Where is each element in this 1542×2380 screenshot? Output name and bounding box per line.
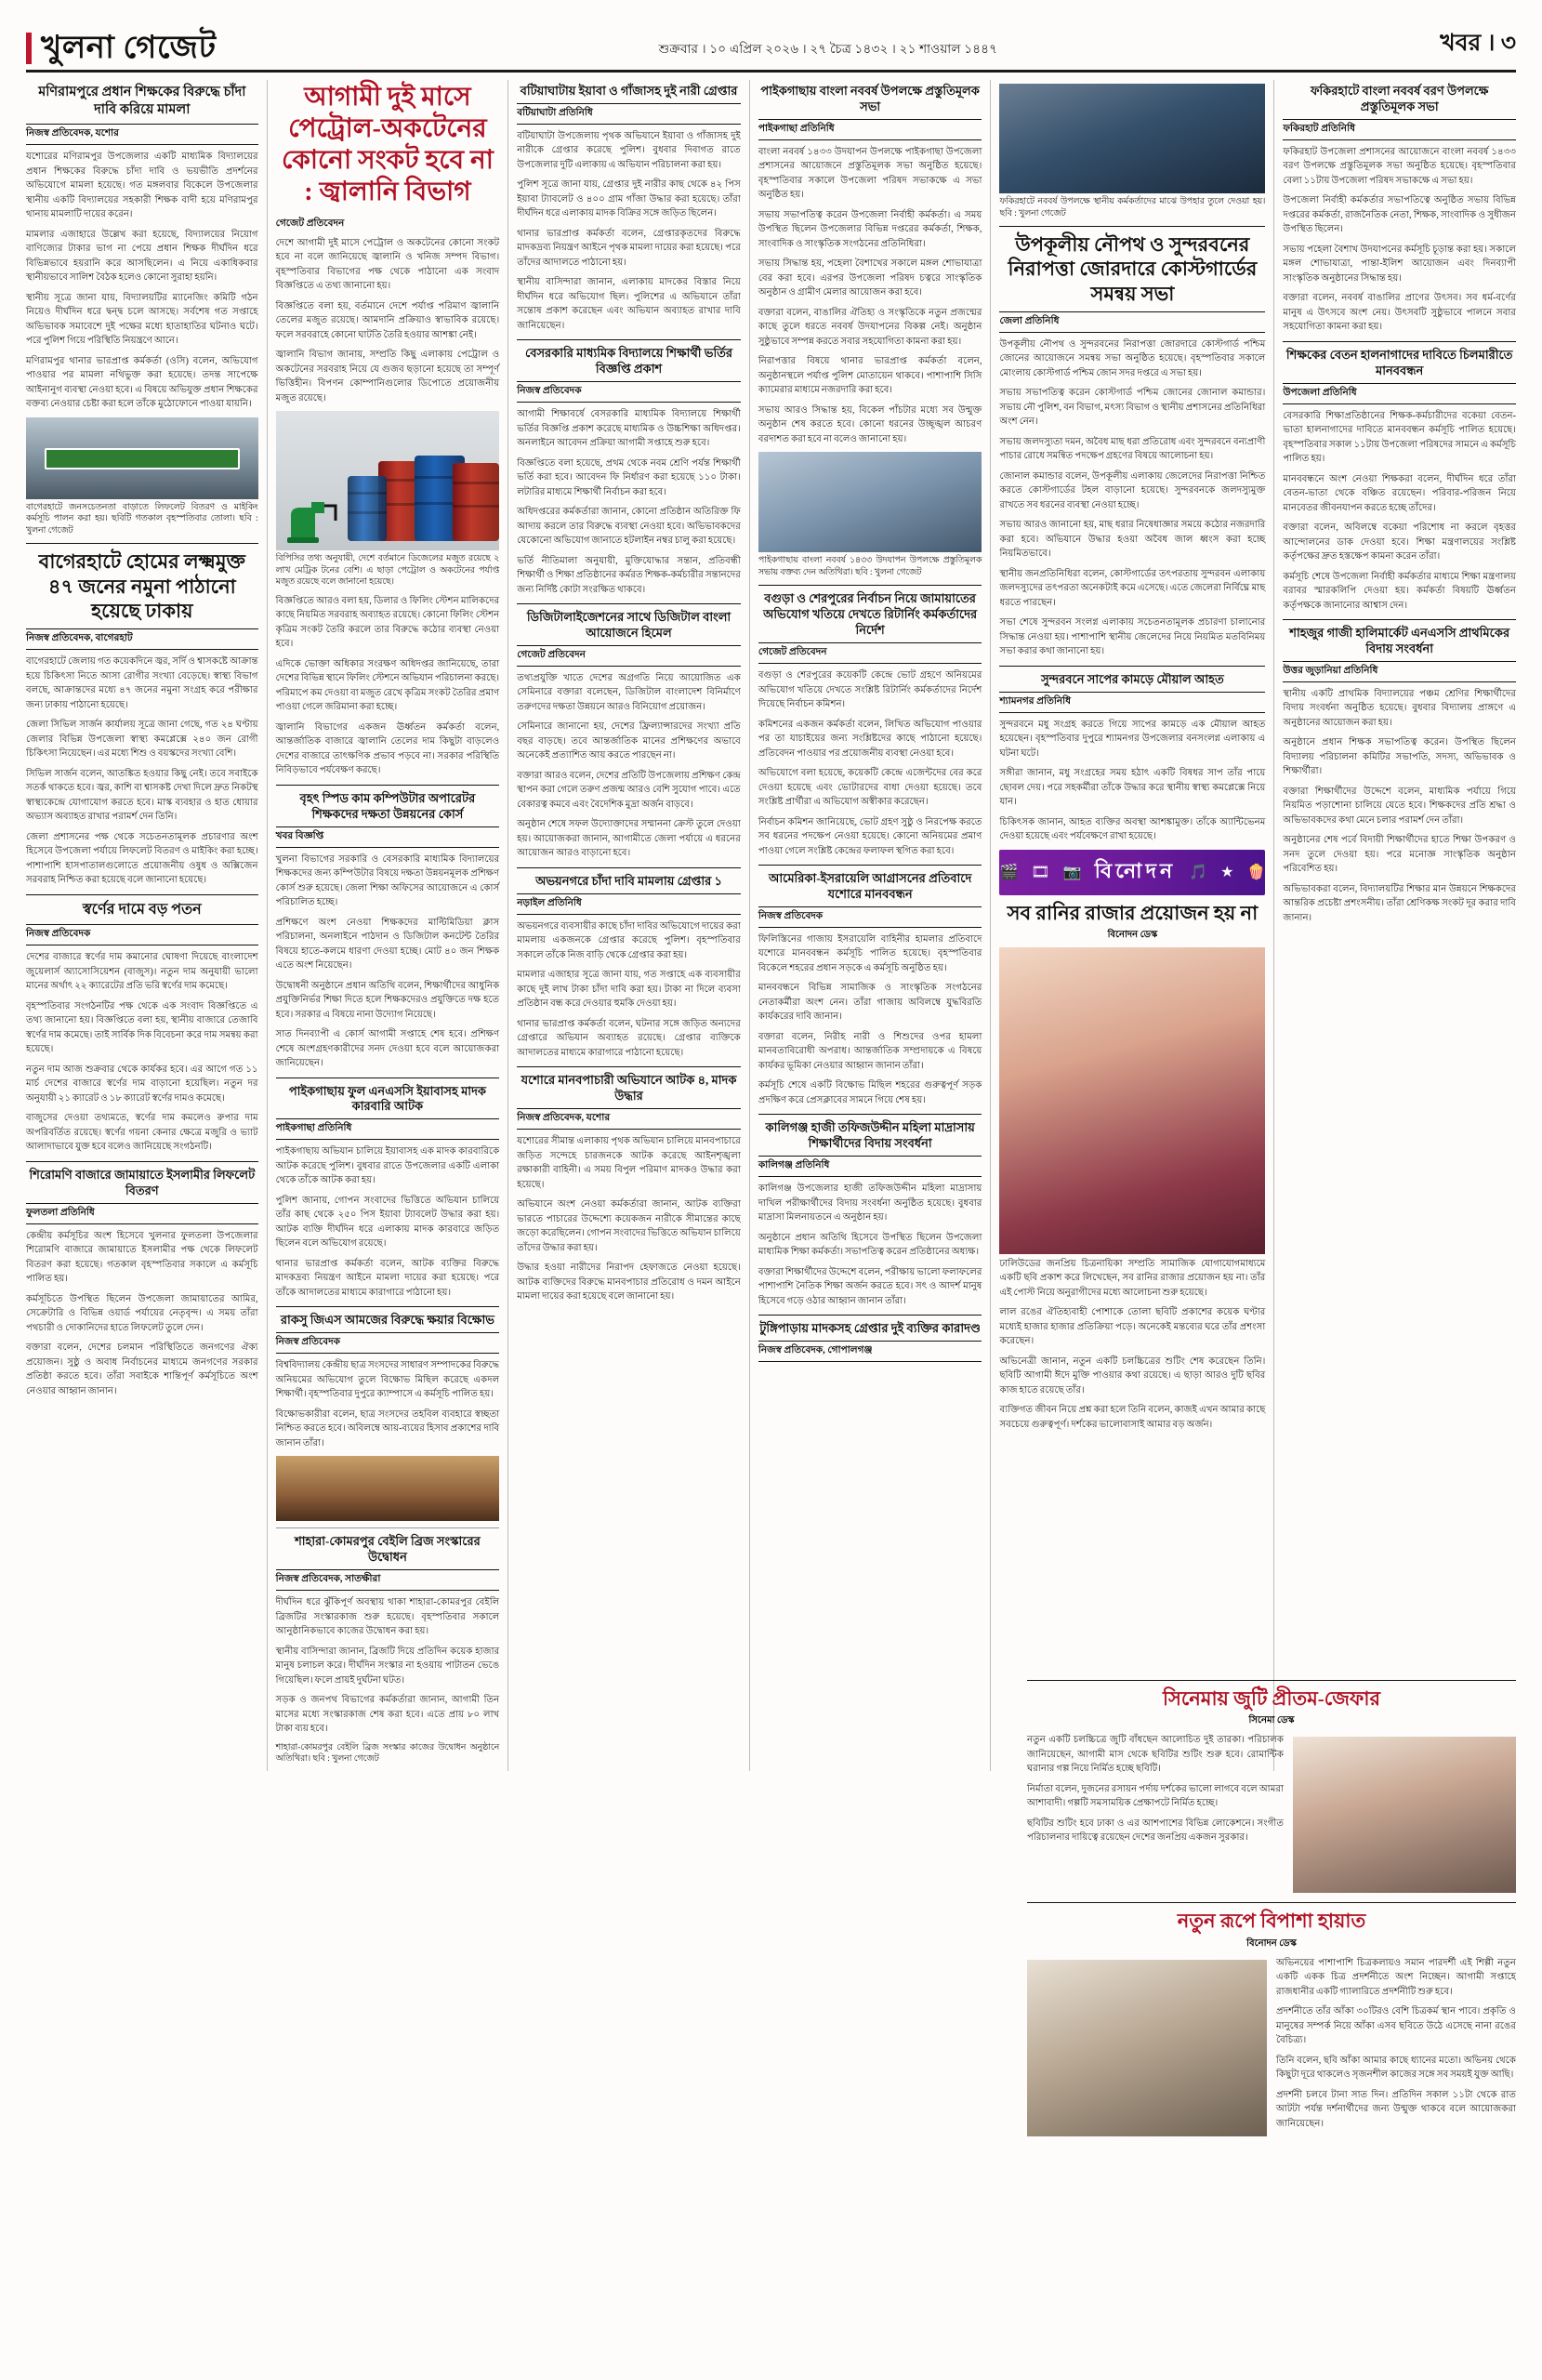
article-paragraph: সুন্দরবনে মধু সংগ্রহ করতে গিয়ে সাপের কামড়ে এক মৌয়াল আহত হয়েছেন। বৃহস্পতিবার দুপুরে শ্যামনগর উপজেলার বনসংলগ্ন এলাকায় এ ঘটনা ঘটে। xyxy=(999,719,1266,759)
entertainment-headline[interactable]: সিনেমায় জুটি প্রীতম-জেফার xyxy=(1162,1687,1381,1710)
article-paragraph: দেশের বাজারে স্বর্ণের দাম কমানোর ঘোষণা দিয়েছে বাংলাদেশ জুয়েলার্স অ্যাসোসিয়েশন (বাজুস)। নতুন দাম অনুযায়ী ভালো মানের অর্থাৎ ২২ ক্যারেটের প্রতি ভরি স্বর্ণের দাম কমেছে। xyxy=(26,952,258,992)
article-headline[interactable]: ফকিরহাটে বাংলা নববর্ষ বরণ উপলক্ষে প্রস্তুতিমূলক সভা xyxy=(1310,84,1489,113)
article-headline[interactable]: সুন্দরবনে সাপের কামড়ে মৌয়াল আহত xyxy=(1041,671,1224,686)
article-paragraph: সিভিল সার্জন বলেন, আতঙ্কিত হওয়ার কিছু নেই। তবে সবাইকে সতর্ক থাকতে হবে। জ্বর, কাশি বা শ্বাসকষ্ট দেখা দিলে দ্রুত নিকটস্থ স্বাস্থ্যকেন্দ্রে যোগাযোগ করতে হবে। মাস্ক ব্যবহার ও হাত ধোয়ার অভ্যাস অব্যাহত রাখার পরামর্শ দেন তিনি। xyxy=(26,768,258,823)
article-paragraph: খুলনা বিভাগের সরকারি ও বেসরকারি মাধ্যমিক বিদ্যালয়ের শিক্ষকদের জন্য কম্পিউটার বিষয়ে দক্ষতা উন্নয়নমূলক প্রশিক্ষণ কোর্স শুরু হয়েছে। জেলা শিক্ষা অফিসের আয়োজনে এ কোর্স পরিচালিত হচ্ছে। xyxy=(275,853,500,908)
article-byline: বিনোদন ডেস্ক xyxy=(1107,929,1158,940)
article-byline: শ্যামনগর প্রতিনিধি xyxy=(999,692,1265,713)
article-byline: ফকিরহাট প্রতিনিধি xyxy=(1283,119,1516,140)
article-byline: গেজেট প্রতিবেদন xyxy=(517,645,741,667)
article-paragraph: কেন্দ্রীয় কর্মসূচির অংশ হিসেবে খুলনার ফুলতলা উপজেলার শিরোমণি বাজারে জামায়াতে ইসলামীর পক্ষ থেকে লিফলেট বিতরণ করা হয়েছে। গতকাল বৃহস্পতিবার সকালে এ কর্মসূচি পালিত হয়। xyxy=(26,1230,258,1285)
column-1 xyxy=(26,80,268,1771)
music-note-icon: 🎵 xyxy=(1189,865,1208,881)
article-paragraph: মামলার এজাহারে উল্লেখ করা হয়েছে, বিদ্যালয়ের নিয়োগ বাণিজ্যের টাকার ভাগ না পেয়ে প্রধান শিক্ষক দীর্ঘদিন ধরে বিভিন্নভাবে হয়রানি করে আসছিলেন। এ নিয়ে একাধিকবার স্থানীয়ভাবে সালিশ বৈঠক হলেও কোনো সুরাহা হয়নি। xyxy=(26,229,258,284)
film-reel-icon: 🎬 xyxy=(999,865,1019,881)
oil-drum xyxy=(348,476,387,541)
article-byline: নিজস্ব প্রতিবেদক xyxy=(276,1332,500,1354)
article-paragraph: বক্তারা আরও বলেন, দেশের প্রতিটি উপজেলায় প্রশিক্ষণ কেন্দ্র স্থাপন করা গেলে তরুণ প্রজন্ম আরও বেশি সুযোগ পাবে। এতে বেকারত্ব কমবে এবং বৈদেশিক মুদ্রা অর্জন বাড়বে। xyxy=(517,770,741,810)
article-paragraph: বাগেরহাটে জেলায় গত কয়েকদিনে জ্বর, সর্দি ও শ্বাসকষ্টে আক্রান্ত হয়ে চিকিৎসা নিতে আসা রোগীর সংখ্যা বেড়েছে। স্বাস্থ্য বিভাগ বলছে, আক্রান্তদের মধ্যে ৪৭ জনের নমুনা সংগ্রহ করে পরীক্ষার জন্য ঢাকায় পাঠানো হয়েছে। xyxy=(26,656,258,710)
article-paragraph: বাংলা নববর্ষ ১৪৩৩ উদযাপন উপলক্ষে পাইকগাছা উপজেলা প্রশাসনের আয়োজনে প্রস্তুতিমূলক সভা অনুষ্ঠিত হয়েছে। বৃহস্পতিবার সকালে উপজেলা পরিষদ সভাকক্ষে এ সভা অনুষ্ঠিত হয়। xyxy=(758,146,982,201)
lead-headline[interactable]: আগামী দুই মাসে পেট্রোল-অকটেনের কোনো সংকট হবে না : জ্বালানি বিভাগ xyxy=(281,83,494,207)
article-byline: নিজস্ব প্রতিবেদক, যশোর xyxy=(517,1108,741,1130)
article-paragraph: সভায় আরও সিদ্ধান্ত হয়, বিকেল পাঁচটার মধ্যে সব উন্মুক্ত অনুষ্ঠান শেষ করতে হবে। কোনো ধরনের উচ্ছৃঙ্খল আচরণ বরদাশত করা হবে না বলেও জানানো হয়। xyxy=(758,404,982,444)
article-paragraph: থানার ভারপ্রাপ্ত কর্মকর্তা বলেন, গ্রেপ্তারকৃতদের বিরুদ্ধে মাদকদ্রব্য নিয়ন্ত্রণ আইনে পৃথক মামলা দায়ের করা হয়েছে। পরে তাঁদের আদালতে পাঠানো হয়। xyxy=(517,228,741,268)
article-paragraph: পুলিশ সূত্রে জানা যায়, গ্রেপ্তার দুই নারীর কাছ থেকে ৪২ পিস ইয়াবা ট্যাবলেট ও ৪০০ গ্রাম গাঁজা উদ্ধার করা হয়েছে। তাঁরা দীর্ঘদিন ধরে এলাকায় মাদক বিক্রির সঙ্গে জড়িত ছিলেন। xyxy=(517,179,741,219)
article-paragraph: নির্বাচন কমিশন জানিয়েছে, ভোট গ্রহণ সুষ্ঠু ও নিরপেক্ষ করতে সব ধরনের পদক্ষেপ নেওয়া হয়েছে। কোনো অনিয়মের প্রমাণ পাওয়া গেলে সংশ্লিষ্ট কেন্দ্রের ফলাফল স্থগিত করা হবে। xyxy=(758,816,982,856)
article-paragraph: বক্তারা বলেন, নববর্ষ বাঙালির প্রাণের উৎসব। সব ধর্ম-বর্ণের মানুষ এ উৎসবে অংশ নেয়। উৎসবটি সুষ্ঠুভাবে পালনে সবার সহযোগিতা কামনা করা হয়। xyxy=(1283,293,1516,333)
article-byline: নিজস্ব প্রতিবেদক, বাগেরহাট xyxy=(26,628,258,650)
entertainment-title: বিনোদন xyxy=(1094,858,1177,882)
article-headline[interactable]: অভয়নগরে চাঁদা দাবি মামলায় গ্রেপ্তার ১ xyxy=(535,873,722,888)
photo-caption: বিপিসির তথ্য অনুযায়ী, দেশে বর্তমানে ডিজেলের মজুত রয়েছে ২ লাখ মেট্রিক টনের বেশি। এ ছাড়া পেট্রোল ও অকটেনের পর্যাপ্ত মজুত রয়েছে বলে জানানো হয়েছে। xyxy=(275,554,500,588)
article-paragraph: অনুষ্ঠানে প্রধান শিক্ষক সভাপতিত্ব করেন। উপস্থিত ছিলেন বিদ্যালয় পরিচালনা কমিটির সভাপতি, সদস্য, অভিভাবক ও শিক্ষার্থীরা। xyxy=(1283,737,1516,777)
article-paragraph: জোনাল কমান্ডার বলেন, উপকূলীয় এলাকায় জেলেদের নিরাপত্তা নিশ্চিত করতে কোস্টগার্ডের টহল বাড়ানো হয়েছে। সুন্দরবনকে জলদস্যুমুক্ত রাখতে সব ধরনের ব্যবস্থা নেওয়া হচ্ছে। xyxy=(999,470,1266,510)
article-byline: কালিগঞ্জ প্রতিনিধি xyxy=(758,1156,982,1177)
article-paragraph: অভিনেত্রী জানান, নতুন একটি চলচ্চিত্রের শুটিং শেষ করেছেন তিনি। ছবিটি আগামী ঈদে মুক্তি পাওয়ার কথা রয়েছে। এ ছাড়া আরও দুটি ছবির কাজ হাতে রয়েছে তাঁর। xyxy=(999,1355,1266,1395)
article-paragraph: সড়ক ও জনপথ বিভাগের কর্মকর্তারা জানান, আগামী তিন মাসের মধ্যে সংস্কারকাজ শেষ করা হবে। এতে প্রায় ৮০ লাখ টাকা ব্যয় হবে। xyxy=(275,1695,500,1734)
article-paragraph: উপজেলা নির্বাহী কর্মকর্তার সভাপতিত্বে অনুষ্ঠিত সভায় বিভিন্ন দপ্তরের কর্মকর্তা, রাজনৈতিক নেতা, শিক্ষক, সাংবাদিক ও সুধীজন উপস্থিত ছিলেন। xyxy=(1283,195,1516,235)
article-paragraph: পাইকগাছায় অভিযান চালিয়ে ইয়াবাসহ এক মাদক কারবারিকে আটক করেছে পুলিশ। বুধবার রাতে উপজেলার একটি এলাকা থেকে তাঁকে আটক করা হয়। xyxy=(275,1146,500,1186)
article-paragraph: জেলা প্রশাসনের পক্ষ থেকে সচেতনতামূলক প্রচারণার অংশ হিসেবে উপজেলা পর্যায়ে লিফলেট বিতরণ ও মাইকিং করা হচ্ছে। পাশাপাশি হাসপাতালগুলোতে প্রয়োজনীয় ওষুধ ও অক্সিজেন সরবরাহ নিশ্চিত করা হয়েছে বলে জানানো হয়েছে। xyxy=(26,831,258,886)
article-headline[interactable]: যশোরে মানবপাচারী অভিযানে আটক ৪, মাদক উদ্ধার xyxy=(521,1073,737,1104)
article-paragraph: অভয়নগরে ব্যবসায়ীর কাছে চাঁদা দাবির অভিযোগে দায়ের করা মামলায় একজনকে গ্রেপ্তার করেছে পুলিশ। বৃহস্পতিবার সকালে তাঁকে নিজ বাড়ি থেকে গ্রেপ্তার করা হয়। xyxy=(517,920,741,960)
article-paragraph: তিনি বলেন, ছবি আঁকা আমার কাছে ধ্যানের মতো। অভিনয় থেকে কিছুটা দূরে থাকলেও সৃজনশীল কাজের সঙ্গে সব সময়ই যুক্ত আছি। xyxy=(1276,2055,1516,2080)
article-byline: বটিয়াঘাটা প্রতিনিধি xyxy=(517,103,741,125)
article-paragraph: বাজুসের দেওয়া তথ্যমতে, স্বর্ণের দাম কমলেও রুপার দাম অপরিবর্তিত রয়েছে। স্বর্ণের গয়না কেনার ক্ষেত্রে মজুরি ও ভ্যাট আলাদাভাবে যুক্ত হবে বলেও জানিয়েছে সংগঠনটি। xyxy=(26,1113,258,1153)
section-label: খবর । ৩ xyxy=(1440,31,1516,56)
article-paragraph: সভায় সভাপতিত্ব করেন কোস্টগার্ড পশ্চিম জোনের জোনাল কমান্ডার। সভায় নৌ পুলিশ, বন বিভাগ, মৎস্য বিভাগ ও স্থানীয় প্রশাসনের প্রতিনিধিরা অংশ নেন। xyxy=(999,388,1266,428)
oil-barrels-photo xyxy=(276,411,500,550)
article-byline: নিজস্ব প্রতিবেদক xyxy=(26,924,258,945)
article-paragraph: বক্তারা বলেন, বাঙালির ঐতিহ্য ও সংস্কৃতিকে নতুন প্রজন্মের কাছে তুলে ধরতে নববর্ষ উদযাপনের বিকল্প নেই। অনুষ্ঠান সুষ্ঠুভাবে সম্পন্ন করতে সবার সহযোগিতা কামনা করা হয়। xyxy=(758,307,982,347)
article-headline[interactable]: শিক্ষকের বেতন হালনাগাদের দাবিতে চিলমারীতে মানববন্ধন xyxy=(1285,347,1513,377)
article-paragraph: নিরাপত্তার বিষয়ে থানার ভারপ্রাপ্ত কর্মকর্তা বলেন, অনুষ্ঠানস্থলে পর্যাপ্ত পুলিশ মোতায়েন থাকবে। পাশাপাশি সিসি ক্যামেরার মাধ্যমে নজরদারি করা হবে। xyxy=(758,356,982,396)
article-paragraph: বক্তারা বলেন, অবিলম্বে বকেয়া পরিশোধ না করলে বৃহত্তর আন্দোলনের ডাক দেওয়া হবে। শিক্ষা মন্ত্রণালয়ের সংশ্লিষ্ট কর্তৃপক্ষের দ্রুত হস্তক্ষেপ কামনা করেন তাঁরা। xyxy=(1283,522,1516,562)
article-paragraph: লাল রঙের ঐতিহ্যবাহী পোশাকে তোলা ছবিটি প্রকাশের কয়েক ঘণ্টার মধ্যেই হাজার হাজার প্রতিক্রিয়া পড়ে। অনেকেই মন্তব্যের ঘরে তাঁর প্রশংসা করেছেন। xyxy=(999,1307,1266,1347)
article-headline[interactable]: বৃহৎ স্পিড কাম কম্পিউটার অপারেটর শিক্ষকদের দক্ষতা উন্নয়নের কোর্স xyxy=(299,790,476,821)
article-headline[interactable]: মণিরামপুরে প্রধান শিক্ষকের বিরুদ্ধে চাঁদা দাবি করিয়ে মামলা xyxy=(38,85,246,118)
article-paragraph: বক্তারা শিক্ষার্থীদের উদ্দেশে বলেন, পরীক্ষায় ভালো ফলাফলের পাশাপাশি নৈতিক শিক্ষা অর্জন করতে হবে। সৎ ও আদর্শ মানুষ হিসেবে গড়ে ওঠার আহ্বান জানান তাঁরা। xyxy=(758,1266,982,1306)
article-headline[interactable]: বেসরকারি মাধ্যমিক বিদ্যালয়ে শিক্ষার্থী ভর্তির বিজ্ঞপ্তি প্রকাশ xyxy=(524,346,733,377)
article-headline[interactable]: আমেরিকা-ইসরায়েলি আগ্রাসনের প্রতিবাদে যশোরে মানববন্ধন xyxy=(768,871,972,901)
article-headline[interactable]: রাকসু জিএস আমজের বিরুদ্ধে ক্ষয়ার বিক্ষোভ xyxy=(280,1313,494,1328)
artist-photo xyxy=(1027,1956,1267,2139)
article-byline: নিজস্ব প্রতিবেদক, যশোর xyxy=(26,124,258,145)
article-paragraph: কমিশনের একজন কর্মকর্তা বলেন, লিখিত অভিযোগ পাওয়ার পর তা যাচাইয়ের জন্য সংশ্লিষ্টদের কাছে পাঠানো হয়েছে। প্রতিবেদন পাওয়ার পর প্রয়োজনীয় ব্যবস্থা নেওয়া হবে। xyxy=(758,719,982,759)
article-paragraph: উদ্ধার হওয়া নারীদের নিরাপদ হেফাজতে নেওয়া হয়েছে। আটক ব্যক্তিদের বিরুদ্ধে মানবপাচার প্রতিরোধ ও দমন আইনে মামলা দায়ের করা হয়েছে বলে জানানো হয়। xyxy=(517,1263,741,1302)
article-byline: খবর বিজ্ঞপ্তি xyxy=(276,826,500,848)
article-paragraph: প্রশিক্ষণে অংশ নেওয়া শিক্ষকদের মাল্টিমিডিয়া ক্লাস পরিচালনা, অনলাইনে পাঠদান ও ডিজিটাল কনটেন্ট তৈরির বিষয়ে হাতে-কলমে ধারণা দেওয়া হচ্ছে। মোট ৪০ জন শিক্ষক এতে অংশ নিয়েছেন। xyxy=(275,917,500,972)
article-paragraph: বক্তারা বলেন, দেশের চলমান পরিস্থিতিতে জনগণের ঐক্য প্রয়োজন। সুষ্ঠু ও অবাধ নির্বাচনের মাধ্যমে জনগণের সরকার প্রতিষ্ঠা করতে হবে। তাঁরা সবাইকে শান্তিপূর্ণ কর্মসূচিতে অংশ নেওয়ার আহ্বান জানান। xyxy=(26,1342,258,1396)
article-headline[interactable]: বটিয়াঘাটায় ইয়াবা ও গাঁজাসহ দুই নারী গ্রেপ্তার xyxy=(520,84,738,98)
celebrity-photo xyxy=(999,947,1265,1254)
article-byline: নড়াইল প্রতিনিধি xyxy=(517,893,741,915)
article-paragraph: সঙ্গীরা জানান, মধু সংগ্রহের সময় হঠাৎ একটি বিষধর সাপ তাঁর পায়ে ছোবল দেয়। পরে সহকর্মীরা তাঁকে উদ্ধার করে স্থানীয় স্বাস্থ্য কমপ্লেক্সে নিয়ে যান। xyxy=(999,768,1266,808)
article-paragraph: ব্যক্তিগত জীবন নিয়ে প্রশ্ন করা হলে তিনি বলেন, কাজই এখন আমার কাছে সবচেয়ে গুরুত্বপূর্ণ। দর্শকের ভালোবাসাই আমার বড় অর্জন। xyxy=(999,1405,1266,1430)
entertainment-headline[interactable]: সব রানির রাজার প্রয়োজন হয় না xyxy=(1007,901,1259,924)
article-paragraph: স্থানীয় জনপ্রতিনিধিরা বলেন, কোস্টগার্ডের তৎপরতায় সুন্দরবন এলাকায় জলদস্যুদের তৎপরতা অনেকটাই কমে এসেছে। এতে জেলেরা নির্বিঘ্নে মাছ ধরতে পারছেন। xyxy=(999,568,1266,608)
article-paragraph: জ্বালানি বিভাগের একজন ঊর্ধ্বতন কর্মকর্তা বলেন, আন্তর্জাতিক বাজারে জ্বালানি তেলের দাম কিছুটা বাড়লেও দেশের বাজারে তাৎক্ষণিক প্রভাব পড়বে না। সরকার পরিস্থিতি নিবিড়ভাবে পর্যবেক্ষণ করছে। xyxy=(275,721,500,776)
article-byline: উত্তর জুড়ানিয়া প্রতিনিধি xyxy=(1283,661,1516,682)
article-photo xyxy=(26,417,258,499)
article-headline[interactable]: বগুড়া ও শেরপুরের নির্বাচন নিয়ে জামায়াতের অভিযোগ খতিয়ে দেখতে রিটার্নিং কর্মকর্তাদের নির্দেশ xyxy=(763,591,978,638)
article-headline[interactable]: শাহারা-কোমরপুর বেইলি ব্রিজ সংস্কারের উদ্বোধন xyxy=(295,1534,481,1565)
article-paragraph: স্থানীয় একটি প্রাথমিক বিদ্যালয়ের পঞ্চম শ্রেণির শিক্ষার্থীদের বিদায় সংবর্ধনা অনুষ্ঠিত হয়েছে। বুধবার বিদ্যালয় প্রাঙ্গণে এ অনুষ্ঠানের আয়োজন করা হয়। xyxy=(1283,688,1516,728)
article-paragraph: সভায় সভাপতিত্ব করেন উপজেলা নির্বাহী কর্মকর্তা। এ সময় উপস্থিত ছিলেন উপজেলার বিভিন্ন দপ্তরের কর্মকর্তা, শিক্ষক, সাংবাদিক ও সাংস্কৃতিক সংগঠনের প্রতিনিধিরা। xyxy=(758,209,982,249)
article-paragraph: কর্মসূচিতে উপস্থিত ছিলেন উপজেলা জামায়াতের আমির, সেক্রেটারি ও বিভিন্ন ওয়ার্ড পর্যায়ের নেতৃবৃন্দ। এ সময় তাঁরা পথচারী ও দোকানিদের হাতে লিফলেট তুলে দেন। xyxy=(26,1293,258,1333)
popcorn-icon: 🍿 xyxy=(1246,865,1266,881)
article-paragraph: সাত দিনব্যাপী এ কোর্স আগামী সপ্তাহে শেষ হবে। প্রশিক্ষণ শেষে অংশগ্রহণকারীদের সনদ দেওয়া হবে বলে আয়োজকরা জানিয়েছেন। xyxy=(275,1029,500,1069)
article-byline: উপজেলা প্রতিনিধি xyxy=(1283,383,1516,404)
article-headline[interactable]: উপকূলীয় নৌপথ ও সুন্দরবনের নিরাপত্তা জোরদারে কোস্টগার্ডের সমন্বয় সভা xyxy=(1008,233,1258,305)
article-headline[interactable]: কালিগঞ্জ হাজী তফিজউদ্দীন মহিলা মাদ্রাসায় শিক্ষার্থীদের বিদায় সংবর্ধনা xyxy=(765,1120,975,1151)
article-paragraph: নতুন দাম আজ শুক্রবার থেকে কার্যকর হবে। এর আগে গত ১১ মার্চ দেশের বাজারে স্বর্ণের দাম বাড়ানো হয়েছিল। নতুন দর অনুযায়ী ২১ ক্যারেট ও ১৮ ক্যারেট স্বর্ণের দামও কমেছে। xyxy=(26,1064,258,1104)
article-paragraph: জেলা সিভিল সার্জন কার্যালয় সূত্রে জানা গেছে, গত ২৪ ঘণ্টায় জেলার বিভিন্ন উপজেলা স্বাস্থ্য কমপ্লেক্সে ২৪০ জন রোগী চিকিৎসা নিয়েছেন। এর মধ্যে শিশু ও বয়স্কদের সংখ্যা বেশি। xyxy=(26,720,258,760)
article-paragraph: বক্তারা শিক্ষার্থীদের উদ্দেশে বলেন, মাধ্যমিক পর্যায়ে গিয়ে নিয়মিত পড়াশোনা চালিয়ে যেতে হবে। শিক্ষকদের প্রতি শ্রদ্ধা ও অভিভাবকদের কথা মেনে চলার পরামর্শ দেন তাঁরা। xyxy=(1283,786,1516,826)
star-icon: ★ xyxy=(1220,865,1234,881)
article-byline: পাইকগাছা প্রতিনিধি xyxy=(758,119,982,140)
article-paragraph: অনুষ্ঠানে প্রধান অতিথি হিসেবে উপস্থিত ছিলেন উপজেলা মাধ্যমিক শিক্ষা কর্মকর্তা। সভাপতিত্ব করেন প্রতিষ্ঠানের অধ্যক্ষ। xyxy=(758,1232,982,1258)
article-headline[interactable]: পাইকগাছায় বাংলা নববর্ষ উপলক্ষে প্রস্তুতিমূলক সভা xyxy=(760,84,980,113)
article-paragraph: মানববন্ধনে বিভিন্ন সামাজিক ও সাংস্কৃতিক সংগঠনের নেতাকর্মীরা অংশ নেন। তাঁরা গাজায় অবিলম্বে যুদ্ধবিরতি কার্যকরের দাবি জানান। xyxy=(758,983,982,1023)
article-byline: বিনোদন ডেস্ক xyxy=(1246,1937,1297,1949)
entertainment-text-block xyxy=(1027,1733,1284,1896)
article-paragraph: সভা শেষে সুন্দরবন সংলগ্ন এলাকায় সচেতনতামূলক প্রচারণা চালানোর সিদ্ধান্ত নেওয়া হয়। পাশাপাশি স্থানীয় জেলেদের নিয়ে নিয়মিত মতবিনিময় সভা করার কথা জানানো হয়। xyxy=(999,617,1266,657)
article-paragraph: সভায় সিদ্ধান্ত হয়, পহেলা বৈশাখের সকালে মঙ্গল শোভাযাত্রা বের করা হবে। এরপর উপজেলা পরিষদ চত্বরে সাংস্কৃতিক অনুষ্ঠান ও গ্রামীণ মেলার আয়োজন করা হবে। xyxy=(758,258,982,298)
article-paragraph: তথ্যপ্রযুক্তি খাতে দেশের অগ্রগতি নিয়ে আয়োজিত এক সেমিনারে বক্তারা বলেছেন, ডিজিটাল বাংলাদেশ বিনির্মাণে তরুণদের দক্ষতা উন্নয়নে আরও বিনিয়োগ প্রয়োজন। xyxy=(517,672,741,712)
column-4 xyxy=(750,80,992,1771)
column-2 xyxy=(268,80,509,1771)
camera-icon: 📷 xyxy=(1062,865,1082,881)
article-paragraph: ভর্তি নীতিমালা অনুযায়ী, মুক্তিযোদ্ধার সন্তান, প্রতিবন্ধী শিক্ষার্থী ও শিক্ষা প্রতিষ্ঠানের কর্মরত শিক্ষক-কর্মচারীর সন্তানদের জন্য নির্দিষ্ট কোটা সংরক্ষিত থাকবে। xyxy=(517,555,741,595)
article-paragraph: বিজ্ঞপ্তিতে আরও বলা হয়, ডিলার ও ফিলিং স্টেশন মালিকদের কাছে নিয়মিত সরবরাহ অব্যাহত রয়েছে। কোনো ফিলিং স্টেশন কৃত্রিম সংকট তৈরি করলে তার বিরুদ্ধে কঠোর ব্যবস্থা নেওয়া হবে। xyxy=(275,595,500,650)
article-paragraph: অভিনয়ের পাশাপাশি চিত্রকলায়ও সমান পারদর্শী এই শিল্পী নতুন একটি একক চিত্র প্রদর্শনীতে অংশ নিচ্ছেন। আগামী সপ্তাহে রাজধানীর একটি গ্যালারিতে প্রদর্শনীটি শুরু হবে। xyxy=(1276,1957,1516,1997)
article-headline[interactable]: টুঙ্গিপাড়ায় মাদকসহ গ্রেপ্তার দুই ব্যক্তির কারাদণ্ড xyxy=(759,1321,981,1336)
article-byline: নিজস্ব প্রতিবেদক xyxy=(517,381,741,403)
article-paragraph: বগুড়া ও শেরপুরের কয়েকটি কেন্দ্রে ভোট গ্রহণে অনিয়মের অভিযোগ খতিয়ে দেখতে সংশ্লিষ্ট রিটার্নিং কর্মকর্তাদের নির্দেশ দিয়েছে নির্বাচন কমিশন। xyxy=(758,670,982,710)
article-paragraph: অভিযানে অংশ নেওয়া কর্মকর্তারা জানান, আটক ব্যক্তিরা ভারতে পাচারের উদ্দেশ্যে কয়েকজন নারীকে সীমান্তের কাছে জড়ো করেছিলেন। গোপন সংবাদের ভিত্তিতে অভিযান চালিয়ে তাঁদের উদ্ধার করা হয়। xyxy=(517,1199,741,1253)
article-paragraph: যশোরের সীমান্ত এলাকায় পৃথক অভিযান চালিয়ে মানবপাচারে জড়িত সন্দেহে চারজনকে আটক করেছে আইনশৃঙ্খলা রক্ষাকারী বাহিনী। এ সময় বিপুল পরিমাণ মাদকও উদ্ধার করা হয়েছে। xyxy=(517,1136,741,1190)
article-paragraph: যশোরের মণিরামপুর উপজেলার একটি মাধ্যমিক বিদ্যালয়ের প্রধান শিক্ষকের বিরুদ্ধে চাঁদা দাবি ও ভয়ভীতি প্রদর্শনের অভিযোগে মামলা হয়েছে। গত মঙ্গলবার বিকেলে উপজেলার স্থানীয় একটি বিদ্যালয়ের সহকারী শিক্ষক বাদী হয়ে মণিরামপুর থানায় মামলাটি দায়ের করেন। xyxy=(26,152,258,220)
photo-caption: পাইকগাছায় বাংলা নববর্ষ ১৪৩৩ উদযাপন উপলক্ষে প্রস্তুতিমূলক সভায় বক্তব্য দেন অতিথিরা। ছবি : খুলনা গেজেট xyxy=(758,556,982,577)
article-paragraph: অধিদপ্তরের কর্মকর্তারা জানান, কোনো প্রতিষ্ঠান অতিরিক্ত ফি আদায় করলে তার বিরুদ্ধে ব্যবস্থা নেওয়া হবে। অভিভাবকদের যেকোনো অভিযোগ জানাতে হটলাইন নম্বর চালু করা হয়েছে। xyxy=(517,507,741,547)
article-paragraph: মণিরামপুর থানার ভারপ্রাপ্ত কর্মকর্তা (ওসি) বলেন, অভিযোগ পাওয়ার পর মামলা নথিভুক্ত করা হয়েছে। তদন্ত সাপেক্ষে আইনানুগ ব্যবস্থা নেওয়া হবে। এ বিষয়ে অভিযুক্ত প্রধান শিক্ষকের বক্তব্য নেওয়ার চেষ্টা করা হলে তাঁকে মুঠোফোনে পাওয়া যায়নি। xyxy=(26,355,258,410)
article-paragraph: স্থানীয় বাসিন্দারা জানান, এলাকায় মাদকের বিস্তার নিয়ে দীর্ঘদিন ধরে অভিযোগ ছিল। পুলিশের এ অভিযানে তাঁরা সন্তোষ প্রকাশ করেছেন এবং অভিযান অব্যাহত রাখার দাবি জানিয়েছেন। xyxy=(517,277,741,331)
article-paragraph: বটিয়াঘাটা উপজেলায় পৃথক অভিযানে ইয়াবা ও গাঁজাসহ দুই নারীকে গ্রেপ্তার করেছে পুলিশ। বুধবার দিবাগত রাতে উপজেলার দুটি এলাকায় এ অভিযান পরিচালনা করা হয়। xyxy=(517,130,741,170)
meeting-photo xyxy=(758,452,982,552)
article-byline: সিনেমা ডেস্ক xyxy=(1248,1715,1295,1726)
article-paragraph: ছবিটির শুটিং হবে ঢাকা ও এর আশপাশের বিভিন্ন লোকেশনে। সংগীত পরিচালনার দায়িত্বে রয়েছেন দেশের জনপ্রিয় একজন সুরকার। xyxy=(1027,1818,1284,1844)
article-paragraph: আগামী শিক্ষাবর্ষে বেসরকারি মাধ্যমিক বিদ্যালয়ে শিক্ষার্থী ভর্তির বিজ্ঞপ্তি প্রকাশ করেছে মাধ্যমিক ও উচ্চশিক্ষা অধিদপ্তর। অনলাইনে আবেদন প্রক্রিয়া আগামী সপ্তাহে শুরু হবে। xyxy=(517,409,741,449)
article-paragraph: বিক্ষোভকারীরা বলেন, ছাত্র সংসদের তহবিল ব্যবহারে স্বচ্ছতা নিশ্চিত করতে হবে। অবিলম্বে আয়-ব্যয়ের হিসাব প্রকাশের দাবি জানান তাঁরা। xyxy=(275,1408,500,1448)
article-byline: ফুলতলা প্রতিনিধি xyxy=(26,1203,258,1224)
article-paragraph: অভিভাবকরা বলেন, বিদ্যালয়টির শিক্ষার মান উন্নয়নে শিক্ষকদের আন্তরিক প্রচেষ্টা প্রশংসনীয়। তাঁরা শ্রেণিকক্ষ সংকট দূর করার দাবি জানান। xyxy=(1283,883,1516,923)
article-paragraph: ফিলিস্তিনের গাজায় ইসরায়েলি বাহিনীর হামলার প্রতিবাদে যশোরে মানববন্ধন কর্মসূচি পালিত হয়েছে। বৃহস্পতিবার বিকেলে শহরের প্রধান সড়কে এ কর্মসূচি অনুষ্ঠিত হয়। xyxy=(758,933,982,973)
article-byline: পাইকগাছা প্রতিনিধি xyxy=(276,1118,500,1140)
article-paragraph: বিজ্ঞপ্তিতে বলা হয়েছে, প্রথম থেকে নবম শ্রেণি পর্যন্ত শিক্ষার্থী ভর্তি করা হবে। আবেদন ফি নির্ধারণ করা হয়েছে ১১০ টাকা। লটারির মাধ্যমে শিক্ষার্থী নির্বাচন করা হবে। xyxy=(517,457,741,497)
article-paragraph: কর্মসূচি শেষে উপজেলা নির্বাহী কর্মকর্তার মাধ্যমে শিক্ষা মন্ত্রণালয় বরাবর স্মারকলিপি দেওয়া হয়। কর্মকর্তা বিষয়টি ঊর্ধ্বতন কর্তৃপক্ষকে জানানোর আশ্বাস দেন। xyxy=(1283,571,1516,611)
article-paragraph: দীর্ঘদিন ধরে ঝুঁকিপূর্ণ অবস্থায় থাকা শাহারা-কোমরপুর বেইলি ব্রিজটির সংস্কারকাজ শুরু হয়েছে। বৃহস্পতিবার সকালে আনুষ্ঠানিকভাবে কাজের উদ্বোধন করা হয়। xyxy=(275,1597,500,1636)
article-paragraph: থানার ভারপ্রাপ্ত কর্মকর্তা বলেন, আটক ব্যক্তির বিরুদ্ধে মাদকদ্রব্য নিয়ন্ত্রণ আইনে মামলা দায়ের করা হয়েছে। পরে তাঁকে আদালতের মাধ্যমে কারাগারে পাঠানো হয়। xyxy=(275,1258,500,1298)
article-paragraph: চিকিৎসক জানান, আহত ব্যক্তির অবস্থা আশঙ্কামুক্ত। তাঁকে অ্যান্টিভেনম দেওয়া হয়েছে এবং পর্যবেক্ষণে রাখা হয়েছে। xyxy=(999,816,1266,842)
article-paragraph: ঢালিউডের জনপ্রিয় চিত্রনায়িকা সম্প্রতি সামাজিক যোগাযোগমাধ্যমে একটি ছবি প্রকাশ করে লিখেছেন, সব রানির রাজার প্রয়োজন হয় না। তাঁর এই পোস্ট নিয়ে অনুরাগীদের মধ্যে আলোচনা শুরু হয়েছে। xyxy=(999,1258,1266,1298)
article-paragraph: উপকূলীয় নৌপথ ও সুন্দরবনের নিরাপত্তা জোরদারে কোস্টগার্ড পশ্চিম জোনের আয়োজনে সমন্বয় সভা অনুষ্ঠিত হয়েছে। বৃহস্পতিবার সকালে মোংলায় কোস্টগার্ড পশ্চিম জোন সদর দপ্তরে এ সভা হয়। xyxy=(999,338,1266,378)
article-paragraph: বৃহস্পতিবার সংগঠনটির পক্ষ থেকে এক সংবাদ বিজ্ঞপ্তিতে এ তথ্য জানানো হয়। বিজ্ঞপ্তিতে বলা হয়, স্থানীয় বাজারে তেজাবি স্বর্ণের দাম কমেছে। তাই সার্বিক দিক বিবেচনা করে দাম সমন্বয় করা হয়েছে। xyxy=(26,1000,258,1055)
column-3 xyxy=(508,80,750,1771)
article-paragraph: অভিযোগে বলা হয়েছে, কয়েকটি কেন্দ্রে এজেন্টদের বের করে দেওয়া হয়েছে এবং ভোটারদের বাধা দেওয়া হয়েছে। তবে সংশ্লিষ্ট প্রার্থীরা এ অভিযোগ অস্বীকার করেছেন। xyxy=(758,768,982,808)
entertainment-text-block xyxy=(1276,1956,1516,2139)
article-paragraph: অনুষ্ঠানের শেষ পর্বে বিদায়ী শিক্ষার্থীদের হাতে শিক্ষা উপকরণ ও সনদ তুলে দেওয়া হয়। পরে মনোজ্ঞ সাংস্কৃতিক অনুষ্ঠান পরিবেশিত হয়। xyxy=(1283,835,1516,875)
article-paragraph: এদিকে ভোক্তা অধিকার সংরক্ষণ অধিদপ্তর জানিয়েছে, তারা দেশের বিভিন্ন স্থানে ফিলিং স্টেশনে অভিযান পরিচালনা করছে। পরিমাপে কম দেওয়া বা মজুত রেখে কৃত্রিম সংকট তৈরির প্রমাণ পাওয়া গেলে জরিমানা করা হচ্ছে। xyxy=(275,658,500,713)
article-paragraph: সেমিনারে জানানো হয়, দেশের ফ্রিল্যান্সারদের সংখ্যা প্রতি বছর বাড়ছে। তবে আন্তর্জাতিক মানের প্রশিক্ষণের অভাবে অনেকেই প্রত্যাশিত আয় করতে পারছেন না। xyxy=(517,721,741,761)
article-headline[interactable]: শাহজুর গাজী হালিমার্কেট এনএসসি প্রাথমিকের বিদায় সংবর্ধনা xyxy=(1289,626,1510,655)
article-paragraph: কালিগঞ্জ উপজেলার হাজী তফিজউদ্দীন মহিলা মাদ্রাসায় দাখিল পরীক্ষার্থীদের বিদায় সংবর্ধনা অনুষ্ঠিত হয়েছে। বুধবার মাদ্রাসা মিলনায়তনে এ অনুষ্ঠান হয়। xyxy=(758,1183,982,1223)
entertainment-bottom-block xyxy=(1027,1673,1516,2139)
publication-date: শুক্রবার । ১০ এপ্রিল ২০২৬ । ২৭ চৈত্র ১৪৩২ । ২১ শাওয়াল ১৪৪৭ xyxy=(658,42,998,56)
article-byline: নিজস্ব প্রতিবেদক, গোপালগঞ্জ xyxy=(758,1341,982,1362)
article-headline[interactable]: ডিজিটালাইজেশনের সাথে ডিজিটাল বাংলা আয়োজনে হিমেল xyxy=(526,610,731,641)
entertainment-banner xyxy=(999,850,1265,895)
article-photo xyxy=(276,1456,500,1521)
article-photo xyxy=(999,84,1265,193)
article-byline: নিজস্ব প্রতিবেদক xyxy=(758,906,982,928)
article-paragraph: থানার ভারপ্রাপ্ত কর্মকর্তা বলেন, ঘটনার সঙ্গে জড়িত অন্যদের গ্রেপ্তারে অভিযান অব্যাহত রয়েছে। গ্রেপ্তার ব্যক্তিকে আদালতের মাধ্যমে কারাগারে পাঠানো হয়েছে। xyxy=(517,1018,741,1058)
article-paragraph: নির্মাতা বলেন, দুজনের রসায়ন পর্দায় দর্শকের ভালো লাগবে বলে আমরা আশাবাদী। গল্পটি সমসাময়িক প্রেক্ষাপটে নির্মিত হচ্ছে। xyxy=(1027,1783,1284,1809)
article-paragraph: মানববন্ধনে অংশ নেওয়া শিক্ষকরা বলেন, দীর্ঘদিন ধরে তাঁরা বেতন-ভাতা থেকে বঞ্চিত রয়েছেন। পরিবার-পরিজন নিয়ে মানবেতর জীবনযাপন করতে হচ্ছে তাঁদের। xyxy=(1283,473,1516,513)
article-paragraph: বেসরকারি শিক্ষাপ্রতিষ্ঠানের শিক্ষক-কর্মচারীদের বকেয়া বেতন-ভাতা হালনাগাদের দাবিতে মানববন্ধন কর্মসূচি পালিত হয়েছে। বৃহস্পতিবার সকাল ১১টায় উপজেলা পরিষদের সামনে এ কর্মসূচি পালিত হয়। xyxy=(1283,410,1516,465)
photo-caption: বাগেরহাটে জনসচেতনতা বাড়াতে লিফলেট বিতরণ ও মাইকিং কর্মসূচি পালন করা হয়। ছবিটি গতকাল বৃহস্পতিবার তোলা। ছবি : খুলনা গেজেট xyxy=(26,502,258,536)
article-paragraph: মামলার এজাহার সূত্রে জানা যায়, গত সপ্তাহে এক ব্যবসায়ীর কাছে দুই লাখ টাকা চাঁদা দাবি করা হয়। টাকা না দিলে ব্যবসা প্রতিষ্ঠান বন্ধ করে দেওয়ার হুমকি দেওয়া হয়। xyxy=(517,970,741,1010)
banner-strip xyxy=(45,448,240,469)
article-byline: গেজেট প্রতিবেদন xyxy=(758,642,982,664)
article-byline: গেজেট প্রতিবেদন xyxy=(275,218,345,229)
article-paragraph: বক্তারা বলেন, নিরীহ নারী ও শিশুদের ওপর হামলা মানবতাবিরোধী অপরাধ। আন্তর্জাতিক সম্প্রদায়কে এ বিষয়ে কার্যকর ভূমিকা নেওয়ার আহ্বান জানান তাঁরা। xyxy=(758,1031,982,1071)
article-paragraph: বিজ্ঞপ্তিতে বলা হয়, বর্তমানে দেশে পর্যাপ্ত পরিমাণ জ্বালানি তেলের মজুত রয়েছে। আমদানি প্রক্রিয়াও স্বাভাবিক রয়েছে। ফলে সরবরাহে কোনো ঘাটতি তৈরি হওয়ার আশঙ্কা নেই। xyxy=(275,300,500,340)
article-paragraph: অনুষ্ঠান শেষে সফল উদ্যোক্তাদের সম্মাননা ক্রেস্ট তুলে দেওয়া হয়। আয়োজকরা জানান, আগামীতে জেলা পর্যায়ে এ ধরনের আয়োজন আরও বাড়ানো হবে। xyxy=(517,819,741,859)
photo-caption: শাহারা-কোমরপুর বেইলি ব্রিজ সংস্কার কাজের উদ্বোধন অনুষ্ঠানে অতিথিরা। ছবি : খুলনা গেজেট xyxy=(275,1742,500,1765)
article-paragraph: সভায় আরও জানানো হয়, মাছ ধরার নিষেধাজ্ঞার সময়ে কঠোর নজরদারি করা হবে। অভিযানে উদ্ধার হওয়া অবৈধ জাল ধ্বংস করা হচ্ছে নিয়মিতভাবে। xyxy=(999,520,1266,560)
masthead xyxy=(26,24,1516,73)
article-paragraph: পুলিশ জানায়, গোপন সংবাদের ভিত্তিতে অভিযান চালিয়ে তাঁর কাছ থেকে ২৫০ পিস ইয়াবা ট্যাবলেট উদ্ধার করা হয়। আটক ব্যক্তি দীর্ঘদিন ধরে এলাকায় মাদক কারবারে জড়িত ছিলেন বলে অভিযোগ রয়েছে। xyxy=(275,1195,500,1250)
article-paragraph: উদ্বোধনী অনুষ্ঠানে প্রধান অতিথি বলেন, শিক্ষার্থীদের আধুনিক প্রযুক্তিনির্ভর শিক্ষা দিতে হলে শিক্ষকদেরও প্রযুক্তিতে দক্ষ হতে হবে। সরকার এ বিষয়ে নানা উদ্যোগ নিয়েছে। xyxy=(275,980,500,1020)
article-paragraph: স্থানীয় বাসিন্দারা জানান, ব্রিজটি দিয়ে প্রতিদিন কয়েক হাজার মানুষ চলাচল করে। দীর্ঘদিন সংস্কার না হওয়ায় পাটাতন ভেঙে গিয়েছিল। ফলে প্রায়ই দুর্ঘটনা ঘটত। xyxy=(275,1646,500,1686)
column-5 xyxy=(991,80,1274,1771)
article-byline: জেলা প্রতিনিধি xyxy=(999,311,1265,333)
article-paragraph: প্রদর্শনীতে তাঁর আঁকা ৩০টিরও বেশি চিত্রকর্ম স্থান পাবে। প্রকৃতি ও মানুষের সম্পর্ক নিয়ে আঁকা এসব ছবিতে উঠে এসেছে নানা রঙের বৈচিত্র্য। xyxy=(1276,2006,1516,2045)
photo-caption: ফকিরহাটে নববর্ষ উপলক্ষে স্থানীয় কর্মকর্তাদের মাঝে উপহার তুলে দেওয়া হয়। ছবি : খুলনা গেজেট xyxy=(999,197,1266,218)
couple-photo xyxy=(1293,1733,1516,1896)
fuel-nozzle-icon xyxy=(283,493,341,545)
article-paragraph: বিশ্ববিদ্যালয় কেন্দ্রীয় ছাত্র সংসদের সাধারণ সম্পাদকের বিরুদ্ধে অনিয়মের অভিযোগ তুলে বিক্ষোভ মিছিল করেছে একদল শিক্ষার্থী। বৃহস্পতিবার দুপুরে ক্যাম্পাসে এ কর্মসূচি পালিত হয়। xyxy=(275,1360,500,1400)
clapperboard-icon: 🎞 xyxy=(1031,865,1050,881)
article-paragraph: প্রদর্শনী চলবে টানা সাত দিন। প্রতিদিন সকাল ১১টা থেকে রাত আটটা পর্যন্ত দর্শনার্থীদের জন্য উন্মুক্ত থাকবে বলে আয়োজকরা জানিয়েছেন। xyxy=(1276,2089,1516,2129)
newspaper-logo[interactable]: খুলনা গেজেট xyxy=(26,33,217,64)
article-paragraph: ফকিরহাট উপজেলা প্রশাসনের আয়োজনে বাংলা নববর্ষ ১৪৩৩ বরণ উপলক্ষে প্রস্তুতিমূলক সভা অনুষ্ঠিত হয়েছে। বৃহস্পতিবার বেলা ১১টায় উপজেলা পরিষদ সভাকক্ষে এ সভা হয়। xyxy=(1283,146,1516,186)
article-headline[interactable]: পাইকগাছায় ফুল এনএসসি ইয়াবাসহ মাদক কারবারি আটক xyxy=(288,1083,487,1114)
article-paragraph: দেশে আগামী দুই মাসে পেট্রোল ও অকটেনের কোনো সংকট হবে না বলে জানিয়েছে জ্বালানি ও খনিজ সম্পদ বিভাগ। বৃহস্পতিবার বিভাগের পক্ষ থেকে পাঠানো এক সংবাদ বিজ্ঞপ্তিতে এ তথ্য জানানো হয়। xyxy=(275,237,500,292)
article-paragraph: জ্বালানি বিভাগ জানায়, সম্প্রতি কিছু এলাকায় পেট্রোল ও অকটেনের সরবরাহ নিয়ে যে গুজব ছড়ানো হয়েছে তা সম্পূর্ণ ভিত্তিহীন। বিপণন কোম্পানিগুলোর ডিপোতে প্রয়োজনীয় মজুত রয়েছে। xyxy=(275,350,500,403)
article-headline[interactable]: স্বর্ণের দামে বড় পতন xyxy=(82,901,202,918)
article-headline[interactable]: শিরোমণি বাজারে জামায়াতে ইসলামীর লিফলেট বিতরণ xyxy=(29,1167,256,1197)
column-6 xyxy=(1274,80,1516,1771)
oil-drum xyxy=(453,463,499,541)
article-paragraph: স্থানীয় সূত্রে জানা যায়, বিদ্যালয়টির ম্যানেজিং কমিটি গঠন নিয়েও দীর্ঘদিন ধরে দ্বন্দ্ব চলে আসছে। সর্বশেষ গত সপ্তাহে অভিভাবক সমাবেশে দুই পক্ষের মধ্যে হাতাহাতির ঘটনাও ঘটে। পরে পুলিশ গিয়ে পরিস্থিতি নিয়ন্ত্রণে আনে। xyxy=(26,292,258,347)
article-paragraph: সভায় জলদস্যুতা দমন, অবৈধ মাছ ধরা প্রতিরোধ এবং সুন্দরবনে বন্যপ্রাণী পাচার রোধে সমন্বিত পদক্ষেপ গ্রহণের বিষয়ে আলোচনা হয়। xyxy=(999,436,1266,462)
article-byline: নিজস্ব প্রতিবেদক, সাতক্ষীরা xyxy=(276,1569,500,1591)
entertainment-headline[interactable]: নতুন রূপে বিপাশা হায়াত xyxy=(1177,1910,1366,1933)
page-columns xyxy=(26,80,1516,1771)
article-headline[interactable]: বাগেরহাটে হোমের লক্ষ্মমুক্ত ৪৭ জনের নমুনা পাঠানো হয়েছে ঢাকায় xyxy=(38,550,245,622)
article-paragraph: নতুন একটি চলচ্চিত্রে জুটি বাঁধছেন আলোচিত দুই তারকা। পরিচালক জানিয়েছেন, আগামী মাস থেকে ছবিটির শুটিং শুরু হবে। রোমান্টিক ঘরানার গল্প নিয়ে নির্মিত হচ্ছে ছবিটি। xyxy=(1027,1735,1284,1775)
article-paragraph: কর্মসূচি শেষে একটি বিক্ষোভ মিছিল শহরের গুরুত্বপূর্ণ সড়ক প্রদক্ষিণ করে প্রেসক্লাবের সামনে গিয়ে শেষ হয়। xyxy=(758,1080,982,1105)
article-paragraph: সভায় পহেলা বৈশাখ উদযাপনের কর্মসূচি চূড়ান্ত করা হয়। সকালে মঙ্গল শোভাযাত্রা, পান্তা-ইলিশ আয়োজন এবং দিনব্যাপী সাংস্কৃতিক অনুষ্ঠানের সিদ্ধান্ত হয়। xyxy=(1283,244,1516,284)
